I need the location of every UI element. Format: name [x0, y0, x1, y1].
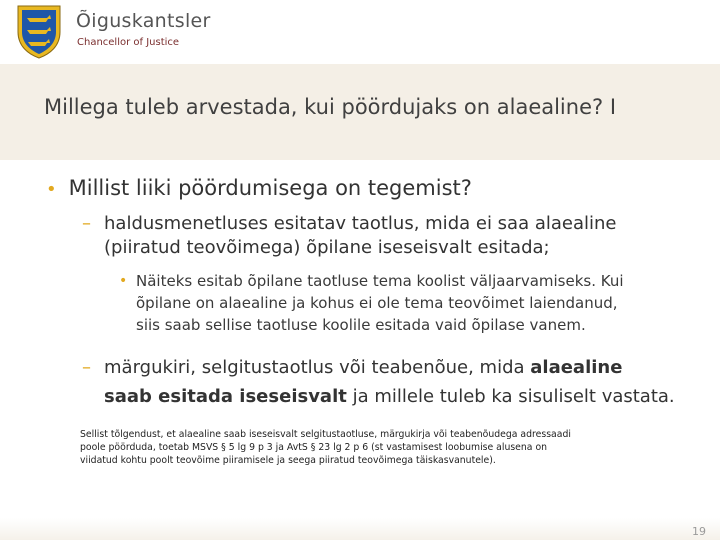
bullet1-text: Millist liiki pöördumisega on tegemist?: [68, 176, 472, 200]
sub2-bold1: alaealine: [530, 357, 623, 378]
dash-icon: –: [82, 357, 91, 378]
bullet-level1: [46, 176, 472, 200]
example-line3: siis saab sellise taotluse koolile esitada vaid õpilase vanem.: [136, 316, 586, 334]
example-line2: õpilane on alaealine ja kohus ei ole tema teovõimet laiendanud,: [136, 294, 618, 312]
sub-bullet-2: [82, 353, 675, 411]
sub1-line2: (piiratud teovõimega) õpilane iseseisvalt esitada;: [104, 237, 550, 258]
footnote-line3: viidatud kohtu poolt teovõime piiramisele ja seega piiratud teovõimega täiskasvanutele).: [80, 455, 496, 466]
example-line1: Näiteks esitab õpilane taotluse tema koolist väljaarvamiseks. Kui: [136, 272, 624, 290]
page-number: 19: [692, 525, 706, 538]
bullet-dot-icon: •: [119, 273, 128, 289]
dash-icon: –: [82, 213, 91, 234]
sub2-line1: [104, 353, 675, 382]
example-bullet: [119, 270, 624, 336]
header-band: [0, 0, 720, 64]
brand-name: Õiguskantsler: [76, 10, 211, 32]
brand-subtitle: Chancellor of Justice: [77, 37, 180, 48]
sub2-text-part2: ja millele tuleb ka sisuliselt vastata.: [346, 386, 675, 407]
footnote-line2: poole pöörduda, toetab MSVS § 5 lg 9 p 3 ja AvtS § 23 lg 2 p 6 (st vastamisest loobumise alusena on: [80, 442, 548, 453]
sub-bullet-1: [82, 212, 617, 260]
sub2-bold2: saab esitada iseseisvalt: [104, 386, 347, 407]
slide-title: Millega tuleb arvestada, kui pöördujaks on alaealine? I: [44, 95, 617, 119]
sub1-line1: haldusmenetluses esitatav taotlus, mida ei saa alaealine: [104, 213, 617, 234]
sub2-text-part1: märgukiri, selgitustaotlus või teabenõue, mida: [104, 357, 531, 378]
footnote-line1: Sellist tõlgendust, et alaealine saab iseseisvalt selgitustaotluse, märgukirja või teabenõudega adressaadi: [80, 429, 571, 440]
bullet-dot-icon: •: [46, 179, 57, 200]
footnote: [80, 428, 680, 467]
footer-band: [0, 518, 720, 540]
sub2-line2: [104, 382, 675, 411]
coat-of-arms-logo: [14, 2, 64, 60]
